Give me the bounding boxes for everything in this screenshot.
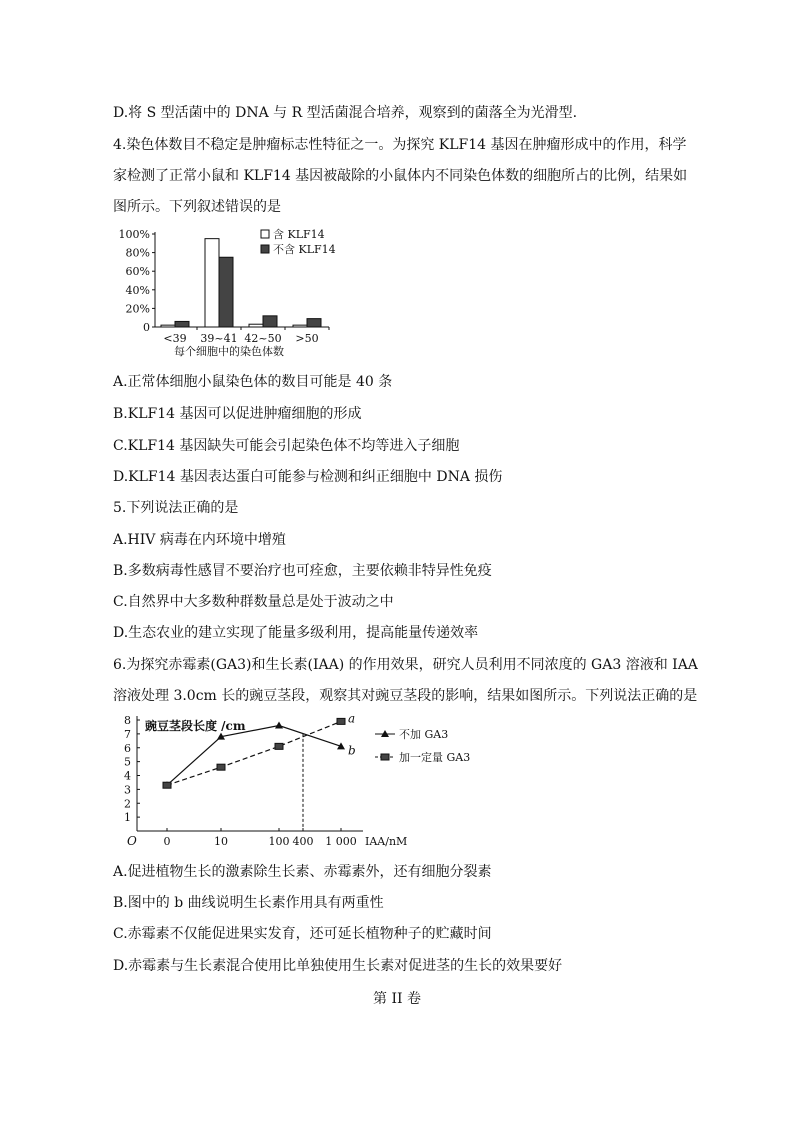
x-tick-label: 10 xyxy=(214,835,228,848)
y-tick-label: 1 xyxy=(124,811,131,825)
x-tick-label: <39 xyxy=(163,332,187,345)
x-tick-label: 0 xyxy=(163,835,171,848)
bar xyxy=(293,325,307,327)
y-tick-label: 6 xyxy=(124,741,131,755)
question-5-option-a: A.HIV 病毒在内环境中增殖 xyxy=(113,532,286,548)
ga3-iaa-line-chart xyxy=(113,712,483,860)
legend-label: 含 KLF14 xyxy=(273,228,325,241)
bar xyxy=(307,319,321,327)
data-point xyxy=(275,743,283,749)
x-tick-label: 100 xyxy=(268,835,290,848)
legend-marker xyxy=(381,754,389,760)
question-6-option-b: B.图中的 b 曲线说明生长素作用具有两重性 xyxy=(113,895,384,911)
x-tick-label: 39~41 xyxy=(200,332,238,345)
section-footer: 第 II 卷 xyxy=(373,991,421,1007)
option-d-q3: D.将 S 型活菌中的 DNA 与 R 型活菌混合培养，观察到的菌落全为光滑型. xyxy=(113,105,578,121)
y-tick-label: 2 xyxy=(124,797,131,811)
y-tick-label: 4 xyxy=(124,769,131,783)
legend-swatch xyxy=(261,245,269,253)
question-4-option-b: B.KLF14 基因可以促进肿瘤细胞的形成 xyxy=(113,406,362,422)
question-4-option-d: D.KLF14 基因表达蛋白可能参与检测和纠正细胞中 DNA 损伤 xyxy=(113,469,503,485)
bar xyxy=(205,239,219,327)
y-tick-label: 40% xyxy=(125,283,150,297)
x-tick-label: 1 000 xyxy=(325,835,357,848)
x-tick-label: 42~50 xyxy=(244,332,282,345)
y-tick-label: 8 xyxy=(124,714,131,727)
question-4-stem-line3: 图所示。下列叙述错误的是 xyxy=(113,199,281,215)
question-4-option-a: A.正常体细胞小鼠染色体的数目可能是 40 条 xyxy=(113,374,393,390)
y-tick-label: 3 xyxy=(124,783,131,797)
data-point xyxy=(163,782,171,788)
klf14-bar-chart xyxy=(113,224,373,364)
question-4-stem-line2: 家检测了正常小鼠和 KLF14 基因被敲除的小鼠体内不同染色体数的细胞所占的比例，结果如 xyxy=(113,168,688,184)
question-6-stem-line2: 溶液处理 3.0cm 长的豌豆茎段，观察其对豌豆茎段的影响，结果如图所示。下列说法正确的是 xyxy=(113,688,698,704)
question-5-option-c: C.自然界中大多数种群数量总是处于波动之中 xyxy=(113,594,394,610)
question-5-stem: 5.下列说法正确的是 xyxy=(113,500,239,516)
data-point xyxy=(217,764,225,770)
x-tick-label: >50 xyxy=(295,332,319,345)
x-axis-title: 每个细胞中的染色体数 xyxy=(174,345,284,358)
bar xyxy=(249,324,263,327)
data-point xyxy=(337,718,345,724)
bar xyxy=(161,325,175,327)
legend-swatch xyxy=(261,230,269,238)
legend-label: 加一定量 GA3 xyxy=(399,751,471,764)
x-axis-title: IAA/nM xyxy=(365,835,408,848)
origin-label: O xyxy=(127,834,137,848)
question-4-stem-line1: 4.染色体数目不稳定是肿瘤标志性特征之一。为探究 KLF14 基因在肿瘤形成中的作用，科学 xyxy=(113,137,687,153)
question-6-option-a: A.促进植物生长的激素除生长素、赤霉素外，还有细胞分裂素 xyxy=(113,864,492,880)
series-end-label: b xyxy=(348,743,356,758)
y-tick-label: 80% xyxy=(125,246,150,260)
y-tick-label: 7 xyxy=(124,727,131,741)
y-tick-label: 0 xyxy=(143,321,150,334)
y-tick-label: 5 xyxy=(124,755,131,769)
question-6-option-c: C.赤霉素不仅能促进果实发育，还可延长植物种子的贮藏时间 xyxy=(113,926,492,942)
question-5-option-b: B.多数病毒性感冒不要治疗也可痊愈，主要依赖非特异性免疫 xyxy=(113,563,492,579)
y-tick-label: 100% xyxy=(118,228,150,241)
bar xyxy=(219,257,233,327)
question-5-option-d: D.生态农业的建立实现了能量多级利用，提高能量传递效率 xyxy=(113,625,479,641)
bar xyxy=(175,321,189,327)
bar xyxy=(263,316,277,327)
legend-label: 不加 GA3 xyxy=(399,728,449,741)
y-axis-title: 豌豆茎段长度 /cm xyxy=(145,719,246,733)
question-6-option-d: D.赤霉素与生长素混合使用比单独使用生长素对促进茎的生长的效果要好 xyxy=(113,958,563,974)
legend-label: 不含 KLF14 xyxy=(273,243,336,256)
question-4-option-c: C.KLF14 基因缺失可能会引起染色体不均等进入子细胞 xyxy=(113,438,460,454)
y-tick-label: 60% xyxy=(125,265,150,279)
question-6-stem-line1: 6.为探究赤霉素(GA3)和生长素(IAA) 的作用效果，研究人员利用不同浓度的 GA3 溶液和 IAA xyxy=(113,657,698,673)
data-point xyxy=(275,722,283,729)
y-tick-label: 20% xyxy=(125,302,150,316)
x-tick-label: 400 xyxy=(292,835,314,848)
series-end-label: a xyxy=(348,712,356,726)
